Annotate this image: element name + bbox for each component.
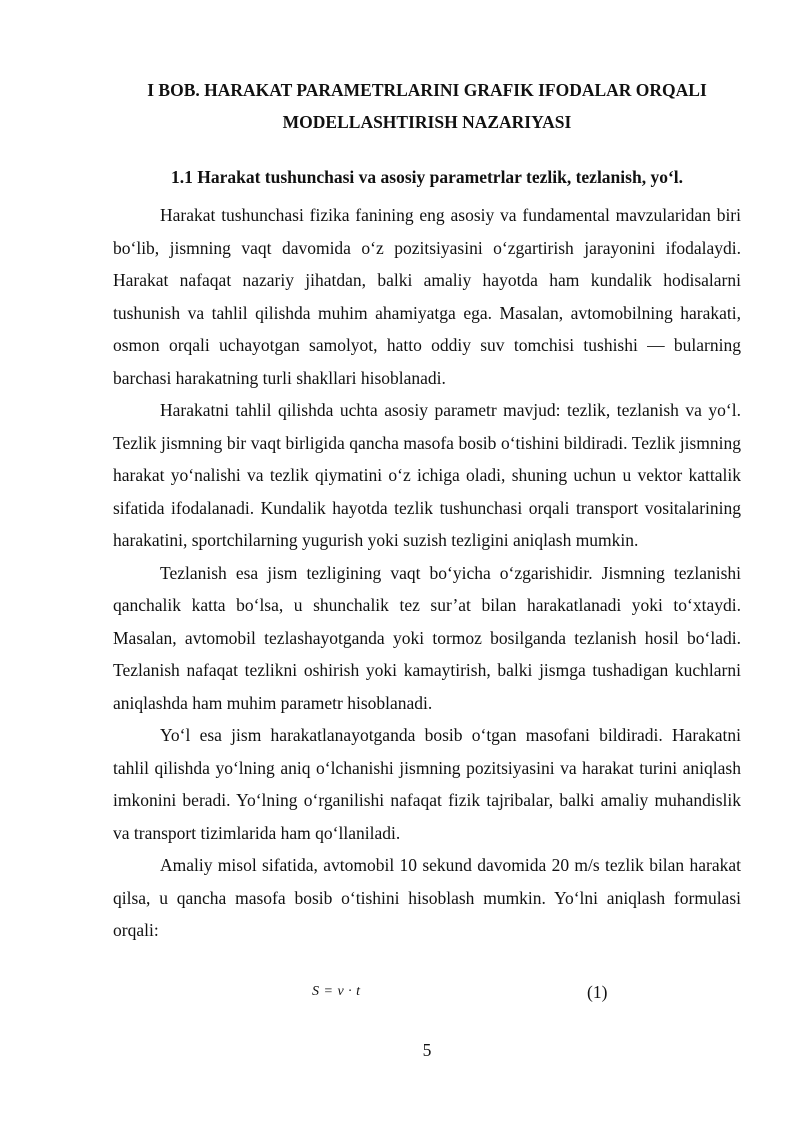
formula-row <box>113 980 741 1010</box>
paragraph: Harakat tushunchasi fizika fanining eng asosiy va fundamental mavzularidan biri bo‘lib, jismning vaqt davomida o‘z pozitsiyasini o‘zgartirish jarayonini ifodalaydi. Harakat nafaqat nazariy jihatdan, balki amaliy hayotda ham kundalik hodisalarni tushunish va tahlil qilishda muhim ahamiyatga ega. Masalan, avtomobilning harakati, osmon orqali uchayotgan samolyot, hatto oddiy suv tomchisi tushishi — bularning barchasi harakatning turli shakllari hisoblanadi. <box>113 205 741 388</box>
equation-number: (1) <box>587 982 608 1002</box>
paragraph: Amaliy misol sifatida, avtomobil 10 sekund davomida 20 m/s tezlik bilan harakat qilsa, u qancha masofa bosib o‘tishini hisoblash mumkin. Yo‘lni aniqlash formulasi orqali: <box>113 855 741 940</box>
paragraph: Yo‘l esa jism harakatlanayotganda bosib o‘tgan masofani bildiradi. Harakatni tahlil qilishda yo‘lning aniq o‘lchanishi jismning pozitsiyasini va harakat turini aniqlash imkonini beradi. Yo‘lning o‘rganilishi nafaqat fizik tajribalar, balki amaliy muhandislik va transport tizimlarida ham qo‘llaniladi. <box>113 725 741 843</box>
chapter-title-line-2: MODELLASHTIRISH NAZARIYASI <box>282 112 572 132</box>
paragraph: Tezlanish esa jism tezligining vaqt bo‘yicha o‘zgarishidir. Jismning tezlanishi qanchalik katta bo‘lsa, u shunchalik tez sur’at bilan harakatlanadi yoki to‘xtaydi. Masalan, avtomobil tezlashayotganda yoki tormoz bosilganda tezlanish hosil bo‘ladi. Tezlanish nafaqat tezlikni oshirish yoki kamaytirish, balki jismga tushadigan kuchlarni aniqlashda ham muhim parametr hisoblanadi. <box>113 562 741 713</box>
body-text <box>113 199 741 947</box>
chapter-title <box>113 74 741 138</box>
paragraph: Harakatni tahlil qilishda uchta asosiy parametr mavjud: tezlik, tezlanish va yo‘l. Tezlik jismning bir vaqt birligida qancha masofa bosib o‘tishini bildiradi. Tezlik jismning harakat yo‘nalishi va tezlik qiymatini o‘z ichiga oladi, shuning uchun u vektor kattalik sifatida ifodalanadi. Kundalik hayotda tezlik tushunchasi orqali transport vositalarining harakatini, sportchilarning yugurish yoki suzish tezligini aniqlash mumkin. <box>113 400 741 550</box>
formula: S = v · t <box>312 984 361 999</box>
chapter-title-line-1: I BOB. HARAKAT PARAMETRLARINI GRAFIK IFODALAR ORQALI <box>147 80 707 100</box>
page-number: 5 <box>422 1040 432 1060</box>
section-title: 1.1 Harakat tushunchasi va asosiy parametrlar tezlik, tezlanish, yo‘l. <box>170 167 684 187</box>
